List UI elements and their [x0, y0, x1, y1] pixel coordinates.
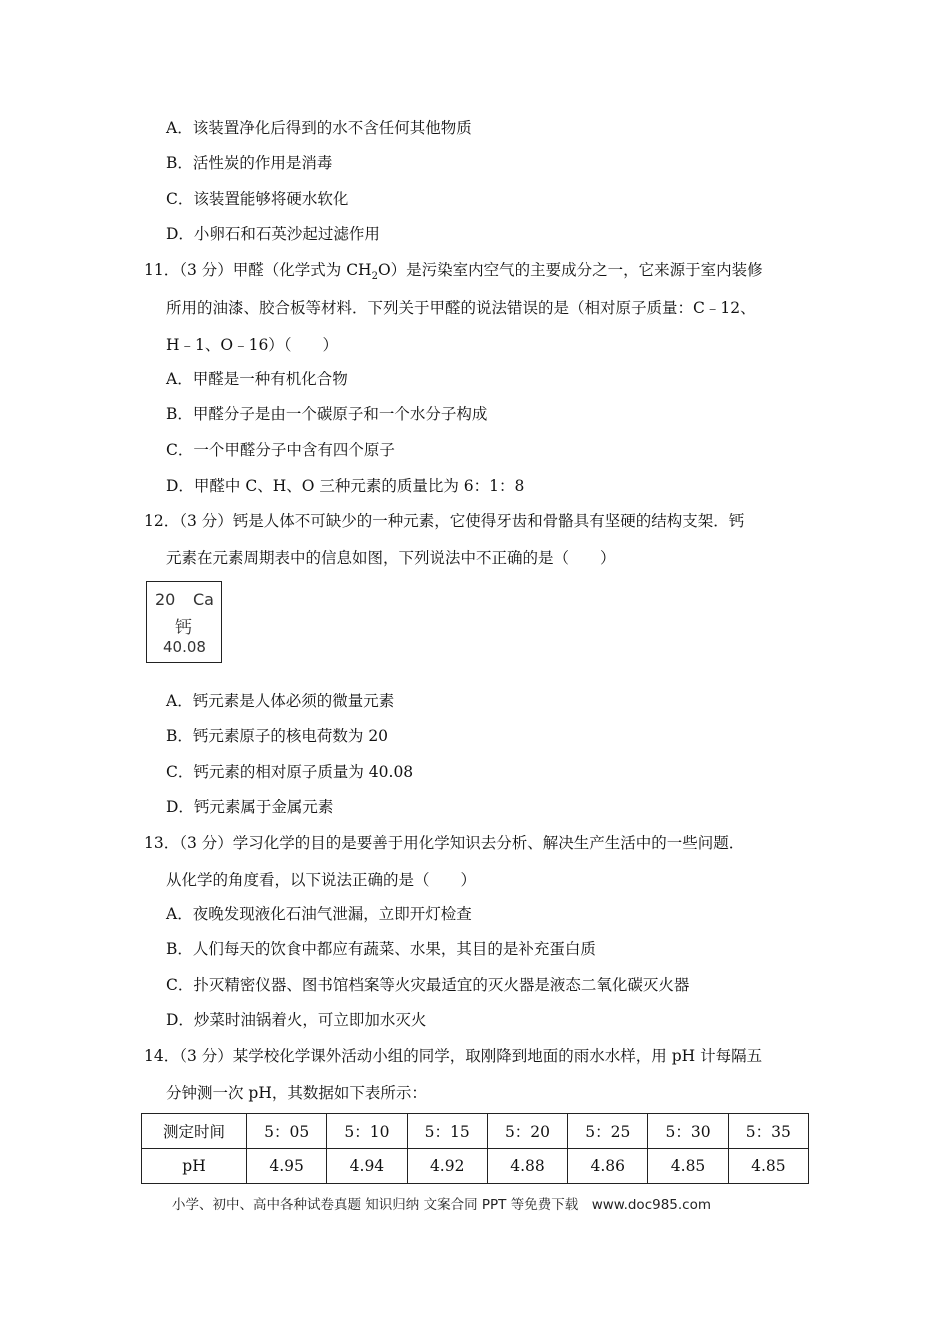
table-cell-time: 5：20: [487, 1114, 567, 1149]
q12-option-d: D．钙元素属于金属元素: [166, 798, 334, 816]
table-cell-time: 5：30: [648, 1114, 728, 1149]
table-cell-ph: 4.92: [407, 1149, 487, 1184]
table-cell-time: 5：25: [568, 1114, 648, 1149]
q14-number: 14．: [144, 1047, 180, 1065]
q11-stem-line2: 所用的油漆、胶合板等材料．下列关于甲醛的说法错误的是（相对原子质量：C﹣12、: [166, 299, 756, 317]
q12-stem-line2: 元素在元素周期表中的信息如图，下列说法中不正确的是（ ）: [166, 549, 616, 567]
table-cell-ph: 4.94: [327, 1149, 407, 1184]
q11-stem-line3: H﹣1、O﹣16）（ ）: [166, 336, 339, 354]
q11-option-d: D．甲醛中 C、H、O 三种元素的质量比为 6：1：8: [166, 477, 525, 495]
q12-stem: [144, 511, 744, 531]
table-cell-ph: 4.95: [247, 1149, 327, 1184]
page-footer: 小学、初中、高中各种试卷真题 知识归纳 文案合同 PPT 等免费下载 www.doc985.com: [172, 1197, 712, 1213]
q12-option-a: A．钙元素是人体必须的微量元素: [166, 692, 395, 710]
q12-number: 12．: [144, 512, 180, 530]
q14-text: （3 分）某学校化学课外活动小组的同学，取刚降到地面的雨水水样，用 pH 计每隔五: [179, 1047, 763, 1065]
q10-option-a: A．该装置净化后得到的水不含任何其他物质: [166, 119, 472, 137]
q11-text-pre: （3 分）甲醛（化学式为 CH: [179, 261, 372, 279]
q13-number: 13．: [144, 834, 180, 852]
table-cell-time: 5：35: [728, 1114, 808, 1149]
q11-option-a: A．甲醛是一种有机化合物: [166, 370, 348, 388]
table-cell-time: 5：10: [327, 1114, 407, 1149]
q14-stem: [144, 1046, 762, 1066]
q13-text: （3 分）学习化学的目的是要善于用化学知识去分析、解决生产生活中的一些问题．: [179, 834, 745, 852]
table-cell-time: 5：15: [407, 1114, 487, 1149]
table-cell-ph: 4.85: [728, 1149, 808, 1184]
element-name: 钙: [175, 618, 192, 638]
element-symbol: Ca: [193, 590, 214, 609]
calcium-element-card: [146, 581, 222, 663]
q14-stem-line2: 分钟测一次 pH，其数据如下表所示：: [166, 1084, 427, 1102]
table-cell-ph: 4.88: [487, 1149, 567, 1184]
table-cell-time: 5：05: [247, 1114, 327, 1149]
q13-option-c: C．扑灭精密仪器、图书馆档案等火灾最适宜的灭火器是液态二氧化碳灭火器: [166, 976, 690, 994]
q12-option-b: B．钙元素原子的核电荷数为 20: [166, 727, 389, 745]
table-row-ph: [142, 1149, 809, 1184]
q13-option-a: A．夜晚发现液化石油气泄漏，立即开灯检查: [166, 905, 472, 923]
table-header-time: 测定时间: [142, 1114, 247, 1149]
element-atomic-number: 20: [155, 590, 176, 609]
q10-option-c: C．该装置能够将硬水软化: [166, 190, 349, 208]
q12-option-c: C．钙元素的相对原子质量为 40.08: [166, 763, 414, 781]
q10-option-b: B．活性炭的作用是消毒: [166, 154, 333, 172]
q11-stem: [144, 260, 763, 287]
q11-text-post: O）是污染室内空气的主要成分之一，它来源于室内装修: [377, 261, 763, 279]
ph-data-table: [141, 1113, 809, 1184]
table-header-ph: pH: [142, 1149, 247, 1184]
q13-stem-line2: 从化学的角度看，以下说法正确的是（ ）: [166, 871, 477, 889]
q13-option-d: D．炒菜时油锅着火，可立即加水灭火: [166, 1011, 427, 1029]
q13-stem: [144, 833, 744, 853]
q11-formula-subscript: 2: [371, 271, 378, 283]
q13-option-b: B．人们每天的饮食中都应有蔬菜、水果，其目的是补充蛋白质: [166, 940, 596, 958]
table-row-time: [142, 1114, 809, 1149]
q11-number: 11．: [144, 261, 180, 279]
table-cell-ph: 4.86: [568, 1149, 648, 1184]
q10-option-d: D．小卵石和石英沙起过滤作用: [166, 225, 380, 243]
q12-text: （3 分）钙是人体不可缺少的一种元素，它使得牙齿和骨骼具有坚硬的结构支架．钙: [179, 512, 745, 530]
q11-option-c: C．一个甲醛分子中含有四个原子: [166, 441, 395, 459]
element-atomic-mass: 40.08: [163, 638, 206, 656]
q11-option-b: B．甲醛分子是由一个碳原子和一个水分子构成: [166, 405, 488, 423]
table-cell-ph: 4.85: [648, 1149, 728, 1184]
